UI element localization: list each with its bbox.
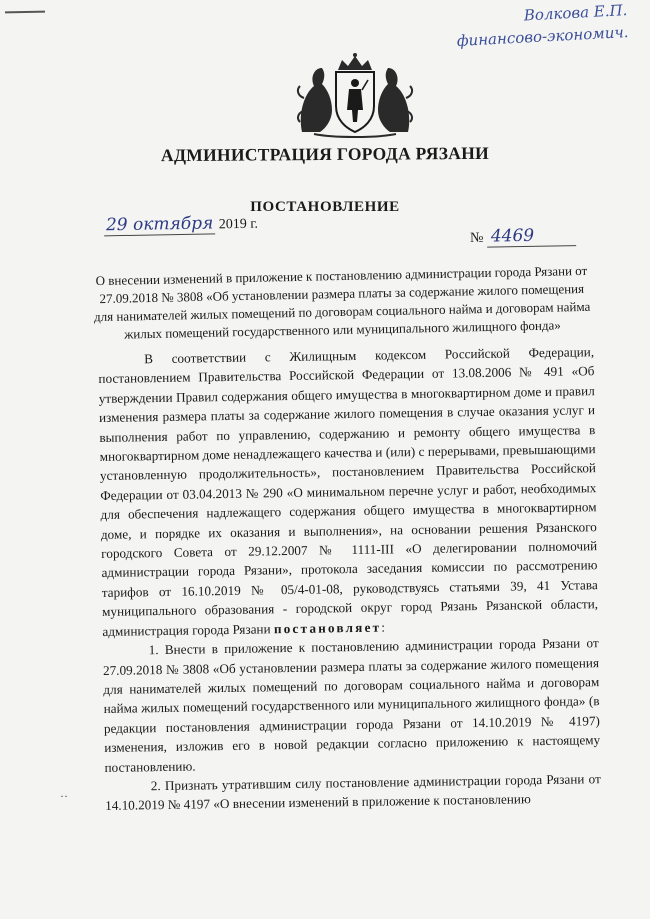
document-number [470,225,576,248]
preamble-text: В соответствии с Жилищным кодексом Российской Федерации, постановлением Правительства Российской Федерации от 13.08.2006 № 491 «Об утверждении Правил содержания общего имущества в многоквартирном доме и правил изменения размера платы за содержание жилого помещения в случае оказания услуг и выполнения работ по управлению, содержанию и ремонту общего имущества в многоквартирном доме ненадлежащего качества и (или) с перерывами, превышающими установленную продолжительность», постановлением Правительства Российской Федерации от 03.04.2013 № 290 «О минимальном перечне услуг и работ, необходимых для обеспечения надлежащего содержания общего имущества в многоквартирном доме, и порядке их оказания и выполнения», на основании решения Рязанского городского Совета от 29.12.2007 № 1111-III «О делегировании полномочий администрации города Рязани», протокола заседания комиссии по рассмотрению тарифов от 16.10.2019 № 05/4-01-08, руководствуясь статьями 39, 41 Устава муниципального образования - городской округ город Рязань Рязанской области, администрация города Рязани [98,344,599,639]
number-symbol: № [469,230,484,246]
document-type-heading: ПОСТАНОВЛЕНИЕ [250,199,400,215]
document-subject: О внесении изменений в приложение к постановлению администрации города Рязани от 27.09.2018 № 3808 «Об установлении размера платы за содержание жилого помещения для нанимателей жилых помещений по договорам социального найма и договорам найма жилых помещений государственного или муниципального жилищного фонда» [93,262,591,342]
document-date [104,213,258,237]
item-1-paragraph: 1. Внести в приложение к постановлению администрации города Рязани от 27.09.2018 № 3808 «Об установлении размера платы за содержание жилого помещения для нанимателей жилых помещений по договорам социального найма и договорам найма жилых помещений государственного или муниципального жилищного фонда» (в редакции постановления администрации города Рязани от 14.10.2019 № 4197) изменения, изложив его в новой редакции согласно приложению к настоящему постановлению. [102,635,601,775]
coat-of-arms-emblem [294,52,416,140]
handwritten-number: 4469 [490,225,535,247]
preamble-paragraph [98,342,599,641]
organization-title: АДМИНИСТРАЦИЯ ГОРОДА РЯЗАНИ [160,142,490,166]
scan-mark [5,11,45,14]
document-body [98,342,601,815]
handwritten-date: 29 октября [105,213,214,236]
decree-word: постановляет [273,619,382,636]
handwritten-note [437,0,629,53]
handwritten-note-line-2: финансово-экономич. [456,23,629,50]
item-2-paragraph: 2. Признать утратившим силу постановление администрации города Рязани от 14.10.2019 № 4197 «О внесении изменений в приложение к постановлению [105,771,601,814]
decree-colon: : [381,619,386,635]
handwritten-note-line-1: Волкова Е.П. [523,1,628,25]
date-handwritten-field [104,213,216,236]
date-year: 2019 г. [218,216,259,233]
number-field [487,225,576,248]
margin-mark: ·· [60,789,68,803]
